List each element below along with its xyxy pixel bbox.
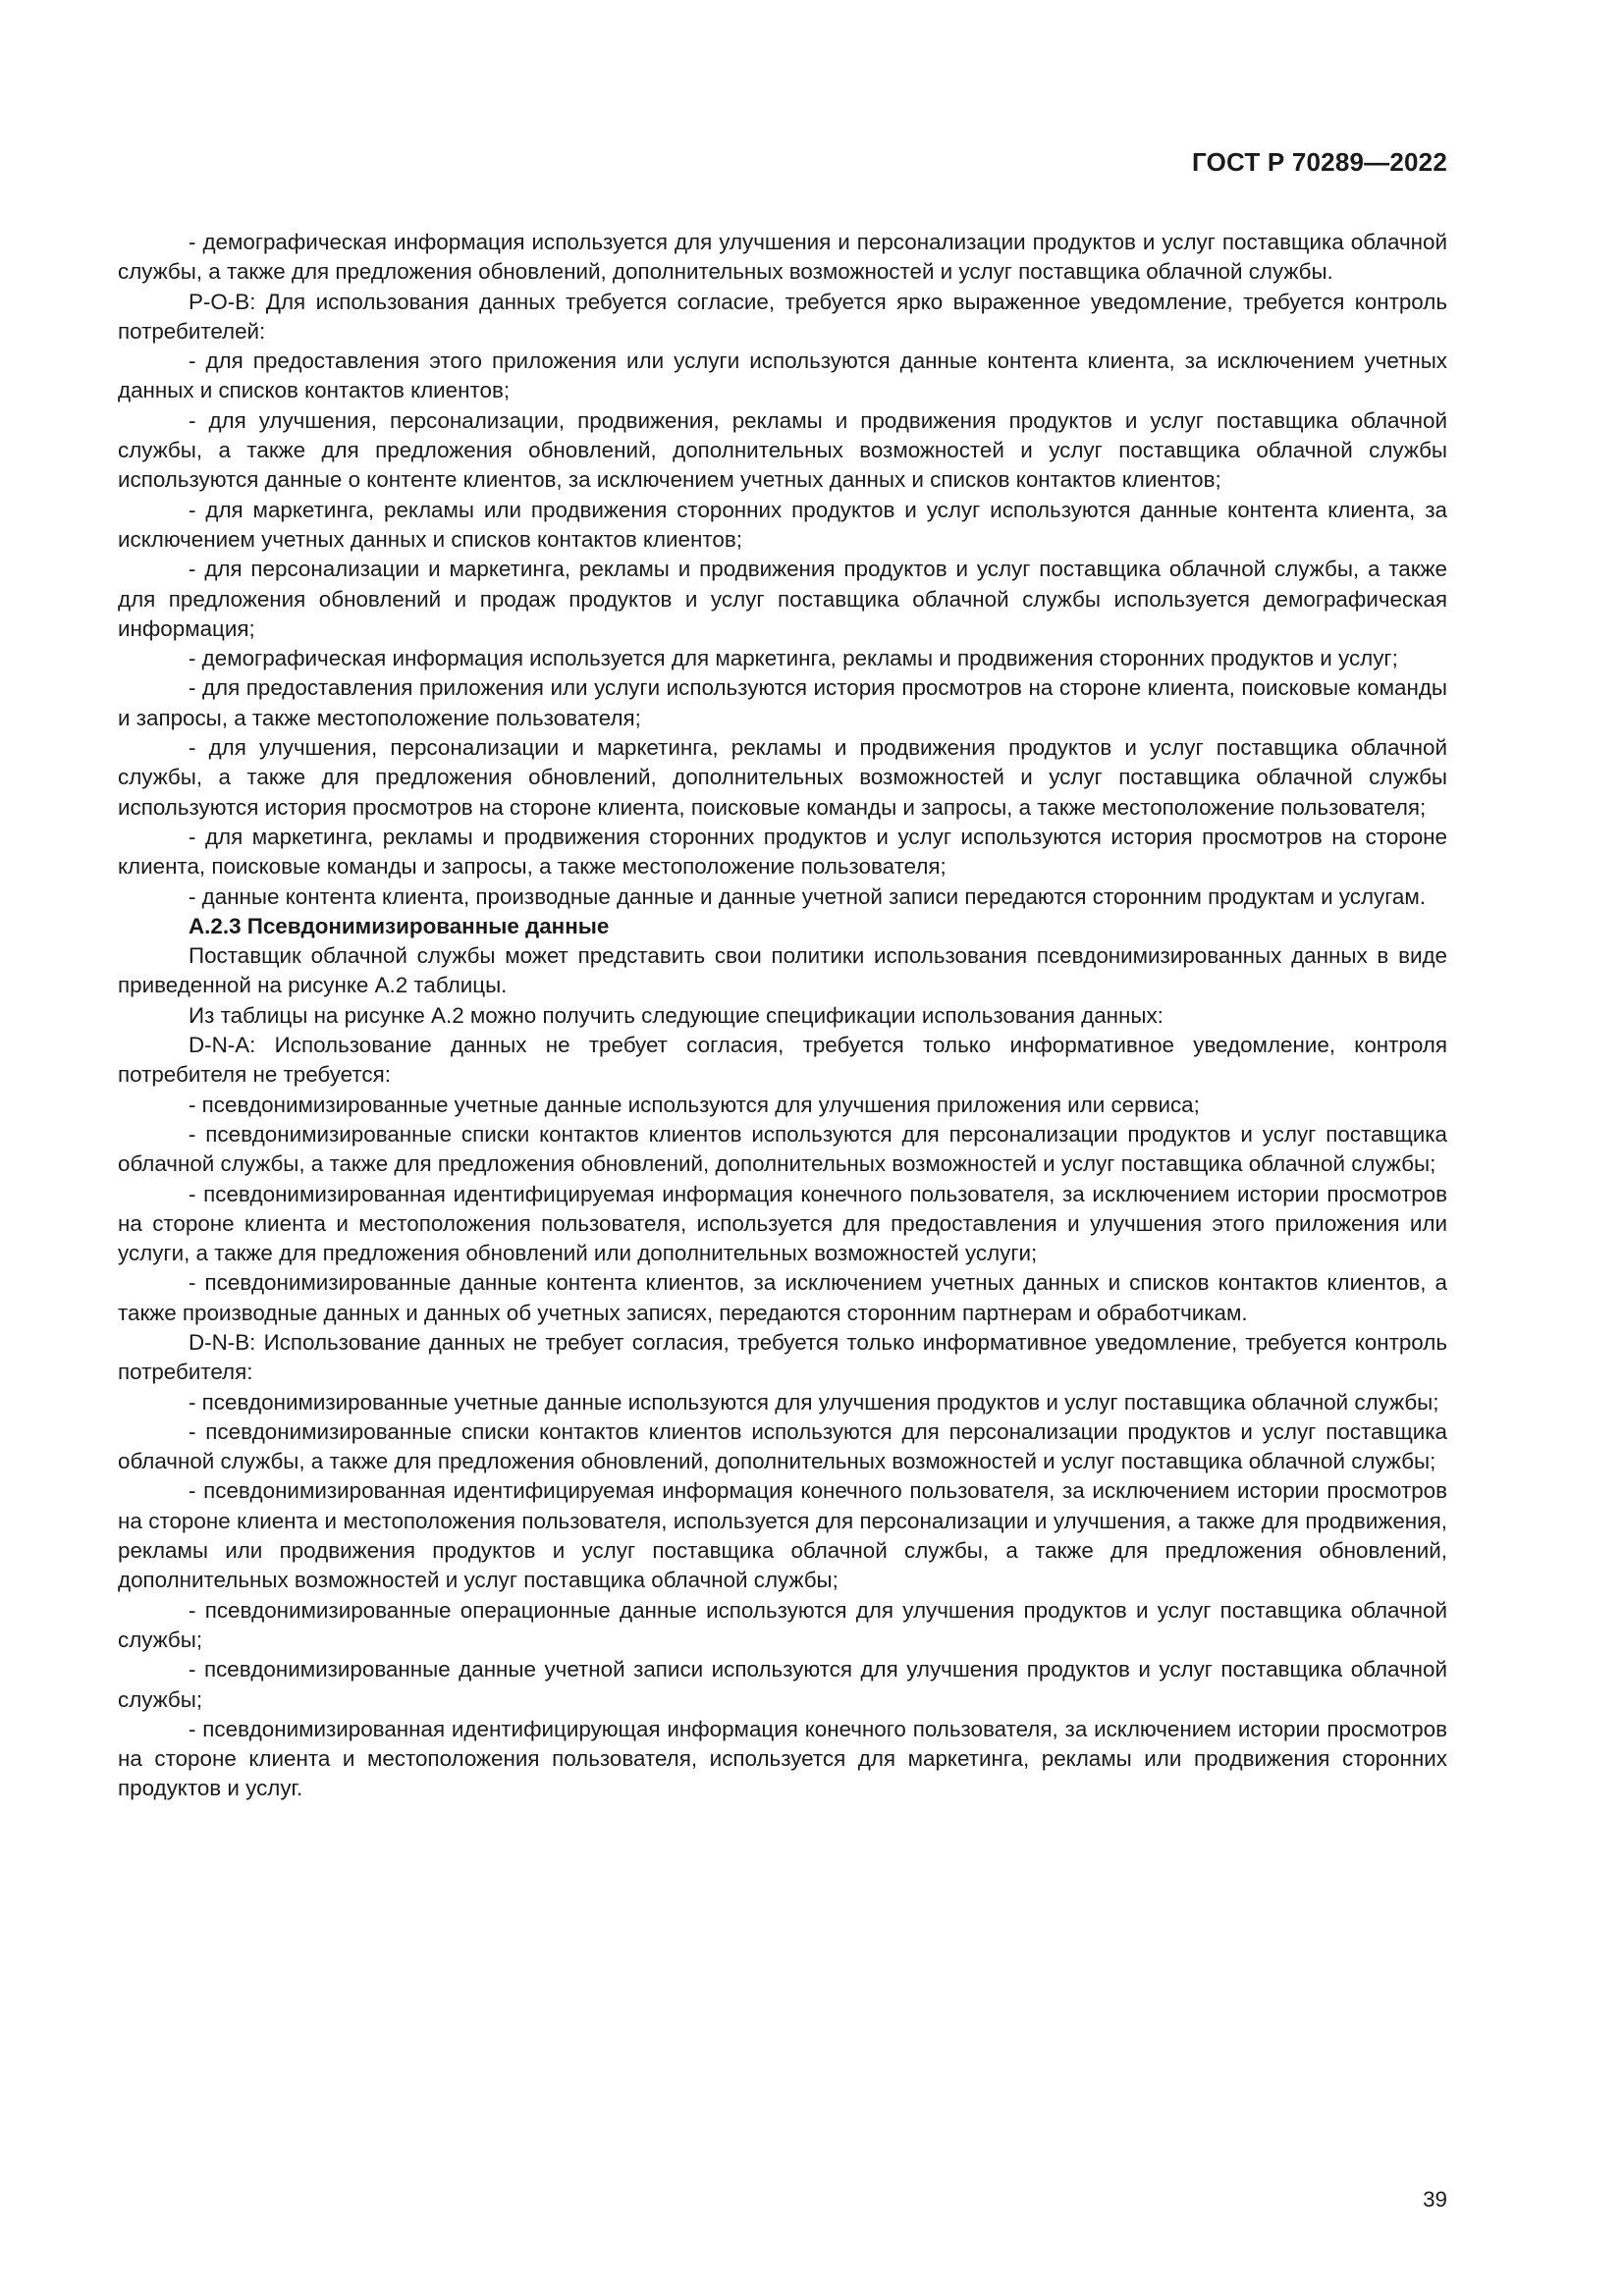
list-item: - псевдонимизированные данные контента клиентов, за исключением учетных данных и списков контактов клиентов, а также производные данных и данных об учетных записях, передаются сторонним партнерам и обработчикам.	[118, 1270, 1447, 1325]
list-item: - данные контента клиента, производные данные и данные учетной записи передаются сторонним продуктам и услугам.	[189, 883, 1426, 909]
list-item: - для маркетинга, рекламы и продвижения сторонних продуктов и услуг используются история просмотров на стороне клиента, поисковые команды и запросы, а также местоположение пользователя;	[118, 824, 1447, 880]
body-paragraph: Из таблицы на рисунке А.2 можно получить следующие спецификации использования данных:	[189, 1002, 1164, 1028]
list-item: - псевдонимизированная идентифицируемая информация конечного пользователя, за исключением истории просмотров на стороне клиента и местоположения пользователя, используется для персонализации и улучшения, а также для продвижения, рекламы или продвижения продуктов и услуг поставщика облачной службы, а также для предложения обновлений, дополнительных возможностей и услуг поставщика облачной службы;	[118, 1478, 1447, 1593]
section-heading: А.2.3 Псевдонимизированные данные	[189, 913, 610, 938]
list-item: - для предоставления этого приложения или услуги используются данные контента клиента, за исключением учетных данных и списков контактов клиентов;	[118, 348, 1447, 403]
list-item: - демографическая информация используется для маркетинга, рекламы и продвижения сторонних продуктов и услуг;	[189, 646, 1398, 671]
list-item: - псевдонимизированная идентифицирующая информация конечного пользователя, за исключением истории просмотров на стороне клиента и местоположения пользователя, используется для маркетинга, рекламы или продвижения сторонних продуктов и услуг.	[118, 1716, 1447, 1801]
list-item: - псевдонимизированные данные учетной записи используются для улучшения продуктов и услуг поставщика облачной службы;	[118, 1657, 1447, 1712]
list-item: - псевдонимизированные учетные данные используются для улучшения приложения или сервиса;	[189, 1092, 1200, 1117]
list-item: - для улучшения, персонализации и маркетинга, рекламы и продвижения продуктов и услуг поставщика облачной службы, а также для предложения обновлений, дополнительных возможностей и услуг поставщика облачной службы используются история просмотров на стороне клиента, поисковые команды и запросы, а также местоположение пользователя;	[118, 735, 1447, 820]
list-item: - демографическая информация используется для улучшения и персонализации продуктов и услуг поставщика облачной службы, а также для предложения обновлений, дополнительных возможностей и услуг поставщика облачной службы.	[118, 230, 1447, 285]
list-item: - для персонализации и маркетинга, рекламы и продвижения продуктов и услуг поставщика облачной службы, а также для предложения обновлений и продаж продуктов и услуг поставщика облачной службы используется демографическая информация;	[118, 557, 1447, 641]
list-item: - псевдонимизированные списки контактов клиентов используются для персонализации продуктов и услуг поставщика облачной службы, а также для предложения обновлений, дополнительных возможностей и услуг поставщика облачной службы;	[118, 1121, 1447, 1177]
list-item: - псевдонимизированная идентифицируемая информация конечного пользователя, за исключением истории просмотров на стороне клиента и местоположения пользователя, используется для предоставления и улучшения этого приложения или услуги, а также для предложения обновлений или дополнительных возможностей услуги;	[118, 1181, 1447, 1266]
standard-id-header: ГОСТ Р 70289—2022	[1192, 147, 1447, 177]
list-item: - псевдонимизированные операционные данные используются для улучшения продуктов и услуг поставщика облачной службы;	[118, 1597, 1447, 1652]
document-body	[118, 228, 1447, 1804]
list-item: - псевдонимизированные списки контактов клиентов используются для персонализации продуктов и услуг поставщика облачной службы, а также для предложения обновлений, дополнительных возможностей и услуг поставщика облачной службы;	[118, 1418, 1447, 1474]
list-item: - для улучшения, персонализации, продвижения, рекламы и продвижения продуктов и услуг поставщика облачной службы, а также для предложения обновлений, дополнительных возможностей и услуг поставщика облачной службы используются данные о контенте клиентов, за исключением учетных данных и списков контактов клиентов;	[118, 407, 1447, 493]
list-item: - для маркетинга, рекламы или продвижения сторонних продуктов и услуг используются данные контента клиента, за исключением учетных данных и списков контактов клиентов;	[118, 497, 1447, 552]
list-item: - псевдонимизированные учетные данные используются для улучшения продуктов и услуг поставщика облачной службы;	[189, 1389, 1439, 1415]
list-item: - для предоставления приложения или услуги используются история просмотров на стороне клиента, поисковые команды и запросы, а также местоположение пользователя;	[118, 675, 1447, 730]
specification-paragraph: P-O-B: Для использования данных требуется согласие, требуется ярко выраженное уведомление, требуется контроль потребителей:	[118, 289, 1447, 344]
specification-paragraph: D-N-A: Использование данных не требует согласия, требуется только информативное уведомление, контроля потребителя не требуется:	[118, 1033, 1447, 1088]
body-paragraph: Поставщик облачной службы может представить свои политики использования псевдонимизированных данных в виде приведенной на рисунке А.2 таблицы.	[118, 943, 1447, 998]
specification-paragraph: D-N-B: Использование данных не требует согласия, требуется только информативное уведомление, требуется контроль потребителя:	[118, 1329, 1447, 1385]
page-number: 39	[1423, 2187, 1447, 2212]
